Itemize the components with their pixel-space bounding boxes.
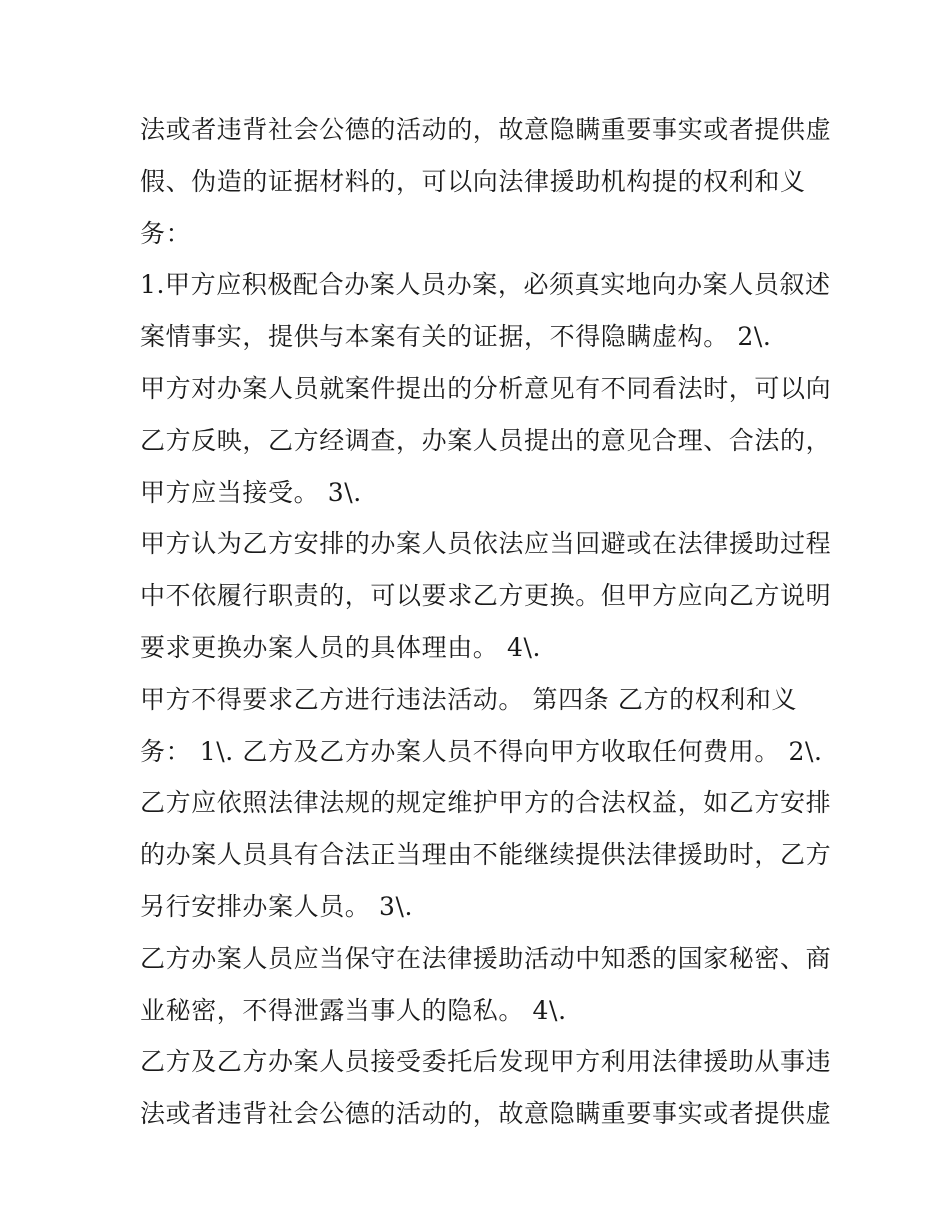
text-line: 乙方反映，乙方经调查，办案人员提出的意见合理、合法的， <box>140 425 832 455</box>
text-line: 甲方认为乙方安排的办案人员依法应当回避或在法律援助过程 <box>140 529 832 559</box>
text-line: 务： <box>140 218 192 248</box>
text-line: 乙方及乙方办案人员接受委托后发现甲方利用法律援助从事违 <box>140 1047 832 1077</box>
text-line: 务： 1\. 乙方及乙方办案人员不得向甲方收取任何费用。 2\. <box>140 736 823 766</box>
text-line: 另行安排办案人员。 3\. <box>140 891 414 921</box>
text-line: 业秘密，不得泄露当事人的隐私。 4\. <box>140 995 567 1025</box>
text-line: 要求更换办案人员的具体理由。 4\. <box>140 632 542 662</box>
text-line: 乙方办案人员应当保守在法律援助活动中知悉的国家秘密、商 <box>140 943 832 973</box>
text-line: 乙方应依照法律法规的规定维护甲方的合法权益，如乙方安排 <box>140 788 832 818</box>
document-body <box>140 104 832 1140</box>
text-line: 案情事实，提供与本案有关的证据，不得隐瞒虚构。 2\. <box>140 322 772 352</box>
text-line: 的办案人员具有合法正当理由不能继续提供法律援助时，乙方 <box>140 840 832 870</box>
text-line: 甲方对办案人员就案件提出的分析意见有不同看法时，可以向 <box>140 373 832 403</box>
text-line: 1.甲方应积极配合办案人员办案，必须真实地向办案人员叙述 <box>140 270 831 300</box>
text-line: 中不依履行职责的，可以要求乙方更换。但甲方应向乙方说明 <box>140 581 832 611</box>
text-line: 法或者违背社会公德的活动的，故意隐瞒重要事实或者提供虚 <box>140 115 832 144</box>
text-line: 法或者违背社会公德的活动的，故意隐瞒重要事实或者提供虚 <box>140 1099 832 1129</box>
text-line: 甲方应当接受。 3\. <box>140 477 362 507</box>
text-line: 甲方不得要求乙方进行违法活动。 第四条 乙方的权利和义 <box>140 684 798 714</box>
text-line: 假、伪造的证据材料的，可以向法律援助机构提的权利和义 <box>140 166 806 196</box>
